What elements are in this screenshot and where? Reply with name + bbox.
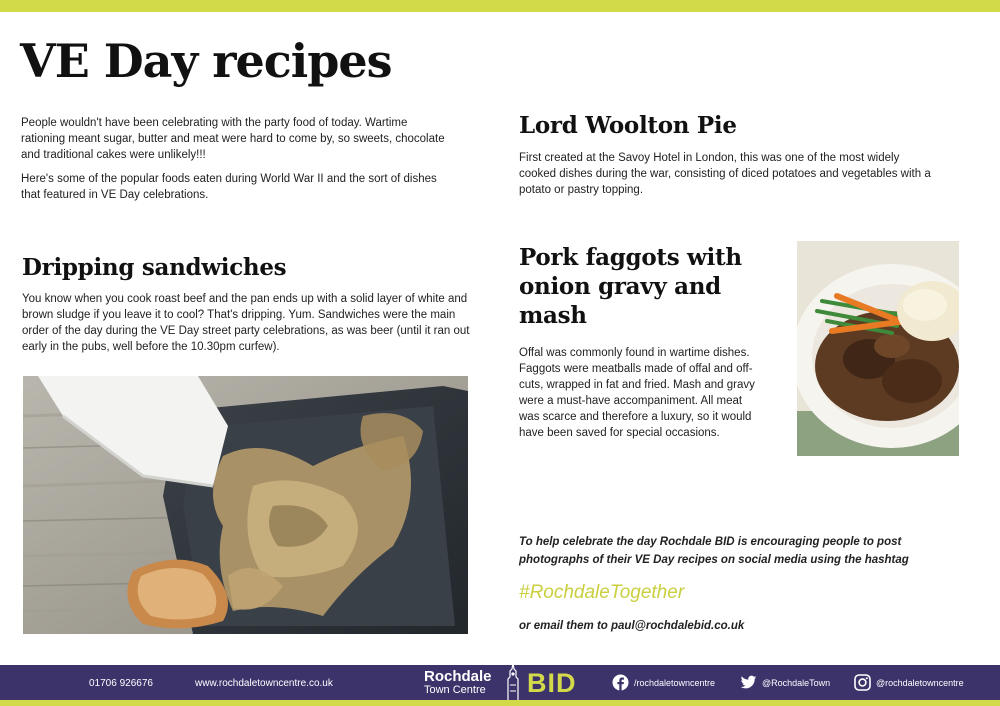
footer-website[interactable]: www.rochdaletowncentre.co.uk [195,678,333,689]
town-hall-tower-icon [504,663,522,701]
top-accent-bar [0,0,1000,12]
instagram-icon [854,674,871,691]
brand-bid: BID [527,668,577,698]
footer [0,665,1000,700]
instagram-handle: @rochdaletowncentre [876,678,964,688]
woolton-body: First created at the Savoy Hotel in London, this was one of the most widely cooked dishes during the war, consisting of diced potatoes and vegetables with a potato or pastry topping. [519,152,931,196]
dripping-body: You know when you cook roast beef and the pan ends up with a solid layer of white and brown sludge if you leave it to cool? That's dripping. Yum. Sandwiches were the main order of the day during the VE Day street party celebrations, as was beer (until it ran out early in the pubs, well before the 10.30pm curfew). [22,293,470,353]
facebook-handle: /rochdaletowncentre [634,678,716,688]
intro-paragraph-2: Here's some of the popular foods eaten during World War II and the sort of dishes that featured in VE Day celebrations. [21,173,437,201]
twitter-handle: @RochdaleTown [762,678,831,688]
facebook-icon [612,674,629,691]
faggots-photo [797,241,959,456]
page-title: VE Day recipes [20,34,392,88]
brand-sub: Town Centre [424,684,486,696]
brand-name: Rochdale [424,668,492,685]
cta-text: To help celebrate the day Rochdale BID is encouraging people to post photographs of their VE Day recipes on social media using the hashtag [519,536,909,566]
dripping-photo [23,376,468,634]
hashtag[interactable]: #RochdaleTogether [519,582,685,603]
twitter-icon [740,674,757,691]
intro-paragraph-1: People wouldn't have been celebrating with the party food of today. Wartime rationing meant sugar, butter and meat were hard to come by, so sweets, chocolate and traditional cakes were unlikely!!! [21,117,445,161]
woolton-heading: Lord Woolton Pie [519,112,737,139]
footer-accent-stripe [0,700,1000,706]
faggots-body: Offal was commonly found in wartime dishes. Faggots were meatballs made of offal and off-cuts, wrapped in fat and fried. Mash and gravy were a must-have accompaniment. All meat was scarce and therefore a luxury, so it would have been saved for special occasions. [519,347,755,439]
faggots-heading: Pork faggots with onion gravy and mash [519,244,742,329]
footer-phone[interactable]: 01706 926676 [89,678,153,689]
brand-logo[interactable] [422,667,582,699]
dripping-heading: Dripping sandwiches [22,254,287,281]
intro-text [21,115,451,203]
email-text[interactable]: or email them to paul@rochdalebid.co.uk [519,620,745,632]
